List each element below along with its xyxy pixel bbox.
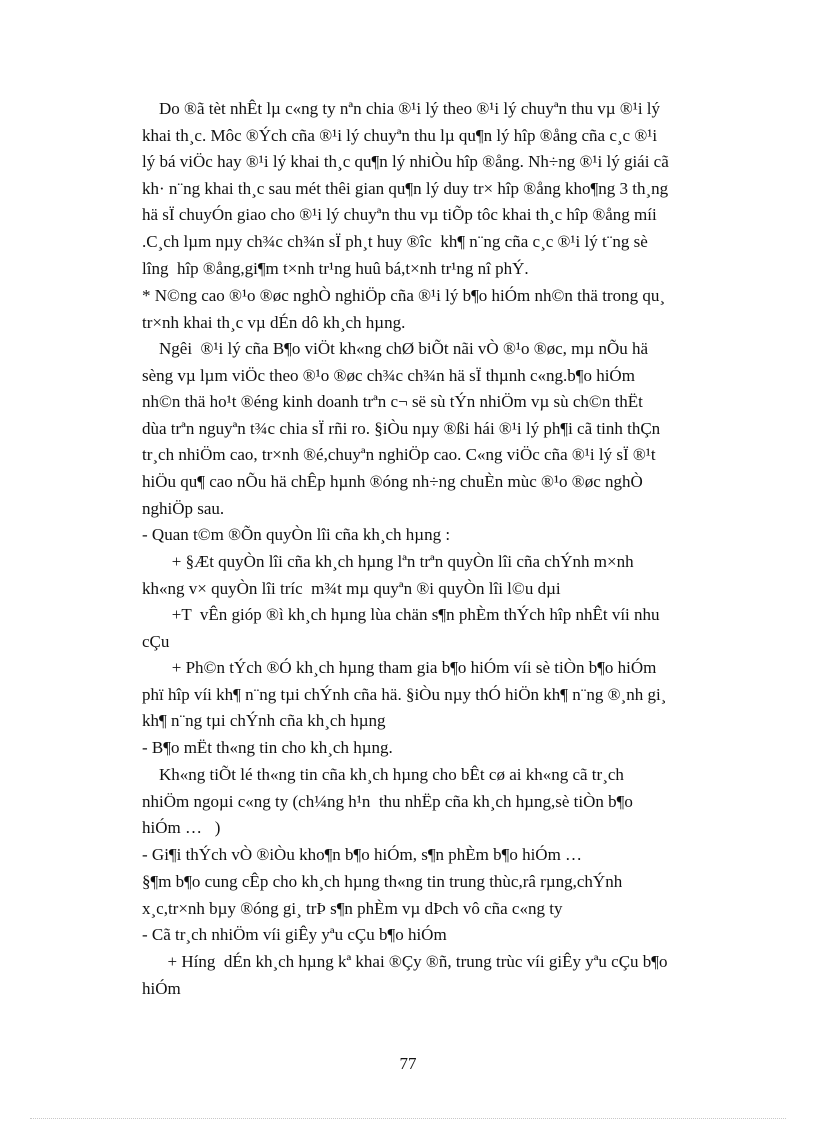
page-number: 77 <box>399 1054 417 1073</box>
text-line: sèng vµ lµm viÖc theo ®¹o ®øc ch¾c ch¾n hä sÏ thµnh c«ng.b¶o hiÓm <box>142 365 635 385</box>
text-line: tr×nh khai th¸c vµ dÉn dô kh¸ch hµng. <box>142 312 406 332</box>
bullet-customer-interest <box>142 522 738 549</box>
text-line: - B¶o mËt th«ng tin cho kh¸ch hµng. <box>142 738 393 757</box>
text-line: dùa trªn nguyªn t¾c chia sÏ rñi ro. §iÒu nµy ®ßi hái ®¹i lý ph¶i cã tinh thÇn <box>142 418 661 438</box>
paragraph-no-disclosure <box>142 762 738 842</box>
bullet-explain-terms <box>142 842 738 869</box>
bullet-confidentiality <box>142 735 738 762</box>
text-line: hä sÏ chuyÓn giao cho ®¹i lý chuyªn thu vµ tiÕp tôc khai th¸c hîp ®ång míi <box>142 205 657 225</box>
text-line: kh«ng v× quyÒn lîi tríc m¾t mµ quyªn ®i quyÒn lîi l©u dµi <box>142 578 561 598</box>
text-line: hiÓm <box>142 978 181 998</box>
text-line: kh· n¨ng khai th¸c sau mét thêi gian qu¶n lý duy tr× hîp ®ång kho¶ng 3 th¸ng <box>142 178 669 198</box>
sub-bullet-analyze-finance <box>142 655 738 735</box>
paragraph-honest-information <box>142 869 738 922</box>
text-line: +T vÊn gióp ®ì kh¸ch hµng lùa chän s¶n phÈm thÝch hîp nhÊt víi nhu <box>142 605 660 624</box>
sub-bullet-guide-declaration <box>142 949 738 1002</box>
text-line: + Ph©n tÝch ®Ó kh¸ch hµng tham gia b¶o hiÓm víi sè tiÒn b¶o hiÓm <box>142 658 657 677</box>
paragraph-agent-division <box>142 96 738 282</box>
sub-bullet-advise-customer <box>142 602 738 655</box>
text-line: lý bá viÖc hay ®¹i lý khai th¸c qu¶n lý nhiÒu hîp ®ång. Nh÷ng ®¹i lý giái cã <box>142 152 669 172</box>
text-line: - Gi¶i thÝch vÒ ®iÒu kho¶n b¶o hiÓm, s¶n phÈm b¶o hiÓm … <box>142 845 583 864</box>
text-line: Kh«ng tiÕt lé th«ng tin cña kh¸ch hµng cho bÊt cø ai kh«ng cã tr¸ch <box>142 765 624 784</box>
bullet-application-responsibility <box>142 922 738 949</box>
text-line: tr¸ch nhiÖm cao, tr×nh ®é,chuyªn nghiÖp cao. C«ng viÖc cña ®¹i lý sÏ ®¹t <box>142 445 656 465</box>
text-line: - Quan t©m ®Õn quyÒn lîi cña kh¸ch hµng : <box>142 525 451 544</box>
text-line: .C¸ch lµm nµy ch¾c ch¾n sÏ ph¸t huy ®îc kh¶ n¨ng cña c¸c ®¹i lý t¨ng sè <box>142 231 648 251</box>
text-line: hiÖu qu¶ cao nÕu hä chÊp hµnh ®óng nh÷ng chuÈn mùc ®¹o ®øc nghÒ <box>142 471 643 491</box>
text-line: nghiÖp sau. <box>142 498 225 518</box>
text-line: - Cã tr¸ch nhiÖm víi giÊy yªu cÇu b¶o hiÓm <box>142 925 447 944</box>
text-line: x¸c,tr×nh bµy ®óng gi¸ trÞ s¶n phÈm vµ dÞch vô cña c«ng ty <box>142 898 563 918</box>
text-line: khai th¸c. Môc ®Ých cña ®¹i lý chuyªn thu lµ qu¶n lý hîp ®ång cña c¸c ®¹i <box>142 125 658 145</box>
text-line: lîng hîp ®ång,gi¶m t×nh tr¹ng huû bá,t×nh tr¹ng nî phÝ. <box>142 258 529 278</box>
paragraph-agent-ethics <box>142 336 738 522</box>
text-line: §¶m b¶o cung cÊp cho kh¸ch hµng th«ng tin trung thùc,râ rµng,chÝnh <box>142 872 623 891</box>
text-line: nhiÖm ngoµi c«ng ty (ch¼ng h¹n thu nhËp cña kh¸ch hµng,sè tiÒn b¶o <box>142 791 633 811</box>
text-line: + §Æt quyÒn lîi cña kh¸ch hµng lªn trªn quyÒn lîi cña chÝnh m×nh <box>142 552 634 571</box>
paragraph-ethics-heading <box>142 283 738 336</box>
text-line: + Híng dÉn kh¸ch hµng kª khai ®Çy ®ñ, trung trùc víi giÊy yªu cÇu b¶o <box>142 952 668 971</box>
text-line: cÇu <box>142 631 170 651</box>
text-line: * N©ng cao ®¹o ®øc nghÒ nghiÖp cña ®¹i lý b¶o hiÓm nh©n thä trong qu¸ <box>142 286 665 305</box>
text-line: Ngêi ®¹i lý cña B¶o viÖt kh«ng chØ biÕt nãi vÒ ®¹o ®øc, mµ nÕu hä <box>142 339 649 358</box>
text-line: phï hîp víi kh¶ n¨ng tµi chÝnh cña hä. §iÒu nµy thÓ hiÖn kh¶ n¨ng ®¸nh gi¸ <box>142 684 667 704</box>
text-line: kh¶ n¨ng tµi chÝnh cña kh¸ch hµng <box>142 711 386 731</box>
page-bottom-divider <box>30 1118 786 1119</box>
text-line: hiÓm … ) <box>142 818 221 838</box>
text-line: nh©n thä ho¹t ®éng kinh doanh trªn c¬ së sù tÝn nhiÖm vµ sù ch©n thËt <box>142 392 643 412</box>
text-line: Do ®ã tèt nhÊt lµ c«ng ty nªn chia ®¹i lý theo ®¹i lý chuyªn thu vµ ®¹i lý <box>142 99 661 118</box>
sub-bullet-put-customer-first <box>142 549 738 602</box>
